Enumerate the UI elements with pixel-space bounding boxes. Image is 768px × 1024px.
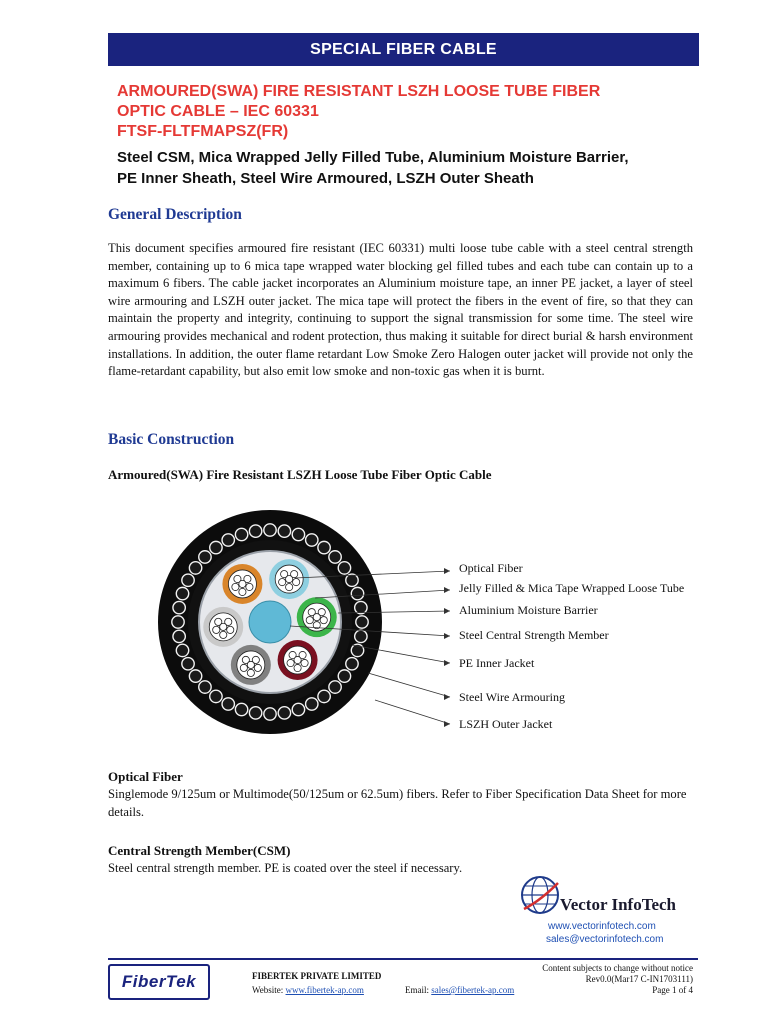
optical-fiber bbox=[294, 656, 301, 663]
optical-fiber bbox=[213, 626, 220, 633]
csm-text: Steel central strength member. PE is coated over the steel if necessary. bbox=[108, 861, 463, 875]
fibertek-logo-text: FiberTek bbox=[121, 972, 197, 991]
label-aluminium-barrier: Aluminium Moisture Barrier bbox=[459, 603, 598, 617]
title-line: OPTIC CABLE – IEC 60331 bbox=[117, 103, 319, 120]
general-description-text: This document specifies armoured fire resistant (IEC 60331) multi loose tube cable with a steel central strength member, containing up to 6 mica tape wrapped water blocking gel filled tubes and each tube can contain up to a maximum 6 fibers. The cable jacket incorporates an Aluminium moisture tape, an inner PE jacket, a layer of steel wire armouring and LSZH outer jacket. The mica tape will protect the fibers in the event of fire, so that they can maintain the property and integrity, continuing to support the signal transmission for some time. The steel wire armouring provides mechanical and rodent protection, thus making it suitable for direct burial & harsh environment installations. In addition, the outer flame retardant Low Smoke Zero Halogen outer jacket will provide not only the flame-retardant capability, but also emit low smoke and non-toxic gas when it is burnt. bbox=[108, 241, 693, 379]
armour-wire bbox=[356, 616, 368, 628]
arrowhead bbox=[444, 587, 450, 593]
optical-fiber bbox=[239, 588, 246, 595]
label-steel-wire-armouring: Steel Wire Armouring bbox=[459, 690, 565, 704]
armour-wire bbox=[222, 698, 234, 710]
csm-heading: Central Strength Member(CSM) bbox=[108, 843, 291, 858]
armour-wire bbox=[173, 601, 185, 613]
optical-fiber bbox=[227, 626, 234, 633]
arrow-lszh-outer-jacket bbox=[375, 700, 450, 724]
optical-fiber bbox=[306, 617, 313, 624]
subtitle-line: Steel CSM, Mica Wrapped Jelly Filled Tube, Aluminium Moisture Barrier, bbox=[117, 149, 629, 166]
steel-csm-shape bbox=[249, 601, 291, 643]
optical-fiber bbox=[287, 659, 294, 666]
label-loose-tube: Jelly Filled & Mica Tape Wrapped Loose Tube bbox=[459, 581, 685, 595]
optical-fiber bbox=[232, 583, 239, 590]
armour-wire bbox=[222, 534, 234, 546]
optical-fiber bbox=[254, 664, 261, 671]
arrow-heads bbox=[444, 568, 450, 727]
armour-wire bbox=[292, 528, 304, 540]
armour-wire bbox=[172, 616, 184, 628]
armour-wire bbox=[318, 541, 330, 553]
armour-wire bbox=[189, 562, 201, 574]
armour-wire bbox=[351, 587, 363, 599]
armour-wire bbox=[210, 541, 222, 553]
figure-title: Armoured(SWA) Fire Resistant LSZH Loose Tube Fiber Optic Cable bbox=[108, 467, 492, 482]
optical-fiber-heading: Optical Fiber bbox=[108, 769, 183, 784]
armour-wire bbox=[306, 534, 318, 546]
armour-wire bbox=[346, 658, 358, 670]
footer-website-label: Website: bbox=[252, 985, 286, 995]
optical-fiber bbox=[239, 580, 246, 587]
optical-fiber bbox=[286, 575, 293, 582]
optical-fiber bbox=[246, 583, 253, 590]
label-csm: Steel Central Strength Member bbox=[459, 628, 609, 642]
document-title bbox=[117, 82, 737, 142]
armour-wire bbox=[355, 601, 367, 613]
arrowhead bbox=[444, 694, 450, 700]
arrowhead bbox=[444, 660, 450, 666]
optical-fiber bbox=[301, 659, 308, 666]
title-line: ARMOURED(SWA) FIRE RESISTANT LSZH LOOSE TUBE FIBER bbox=[117, 83, 601, 100]
armour-wire bbox=[278, 525, 290, 537]
armour-wire bbox=[235, 528, 247, 540]
footer-website-link[interactable]: www.fibertek-ap.com bbox=[285, 985, 364, 995]
footer-page-number: Page 1 of 4 bbox=[652, 985, 693, 995]
label-pe-inner-jacket: PE Inner Jacket bbox=[459, 656, 535, 670]
basic-construction-heading: Basic Construction bbox=[108, 431, 235, 448]
optical-fiber bbox=[286, 583, 293, 590]
armour-wire bbox=[355, 630, 367, 642]
armour-wire bbox=[199, 681, 211, 693]
optical-fiber bbox=[247, 669, 254, 676]
arrow-steel-wire-armouring bbox=[368, 673, 450, 697]
armour-wire bbox=[182, 574, 194, 586]
armour-wire bbox=[210, 690, 222, 702]
armour-wire bbox=[338, 562, 350, 574]
footer-website bbox=[252, 985, 364, 995]
footer-email-link[interactable]: sales@fibertek-ap.com bbox=[431, 985, 515, 995]
armour-wire bbox=[249, 525, 261, 537]
armour-wire bbox=[173, 630, 185, 642]
footer-revision: Rev0.0(Mar17 C-IN1703111) bbox=[585, 974, 693, 984]
vendor-email[interactable]: sales@vectorinfotech.com bbox=[546, 934, 664, 945]
optical-fiber bbox=[220, 631, 227, 638]
armour-wire bbox=[176, 644, 188, 656]
optical-fiber-text: Singlemode 9/125um or Multimode(50/125um or 62.5um) fibers. Refer to Fiber Specification Data Sheet for more details. bbox=[108, 787, 687, 819]
cable-cross-section-diagram bbox=[0, 490, 768, 790]
armour-wire bbox=[292, 703, 304, 715]
arrowhead bbox=[444, 633, 450, 639]
product-code: FTSF-FLTFMAPSZ(FR) bbox=[117, 123, 289, 140]
document-subtitle bbox=[117, 147, 747, 189]
arrowhead bbox=[444, 608, 450, 614]
optical-fiber bbox=[240, 664, 247, 671]
optical-fiber bbox=[320, 617, 327, 624]
armour-wire bbox=[329, 551, 341, 563]
optical-fiber bbox=[294, 664, 301, 671]
footer-notice: Content subjects to change without notice bbox=[542, 963, 693, 973]
armour-wire bbox=[306, 698, 318, 710]
footer-email bbox=[405, 985, 514, 995]
armour-wire bbox=[235, 703, 247, 715]
label-optical-fiber: Optical Fiber bbox=[459, 561, 523, 575]
optical-fiber bbox=[279, 578, 286, 585]
vendor-name: Vector InfoTech bbox=[560, 895, 677, 914]
vendor-website[interactable]: www.vectorinfotech.com bbox=[548, 921, 656, 932]
armour-wire bbox=[182, 658, 194, 670]
general-description-heading: General Description bbox=[108, 206, 242, 223]
arrowhead bbox=[444, 568, 450, 574]
footer-company-name: FIBERTEK PRIVATE LIMITED bbox=[252, 971, 382, 981]
armour-wire bbox=[318, 690, 330, 702]
footer-divider bbox=[108, 958, 698, 960]
label-lszh-outer-jacket: LSZH Outer Jacket bbox=[459, 717, 553, 731]
document-banner: SPECIAL FIBER CABLE bbox=[108, 33, 699, 66]
optical-fiber bbox=[220, 623, 227, 630]
subtitle-line: PE Inner Sheath, Steel Wire Armoured, LSZH Outer Sheath bbox=[117, 170, 534, 187]
armour-wire bbox=[176, 587, 188, 599]
armour-wire bbox=[199, 551, 211, 563]
armour-wire bbox=[264, 708, 276, 720]
footer-meta bbox=[500, 963, 693, 996]
armour-wire bbox=[329, 681, 341, 693]
fibertek-logo bbox=[108, 964, 210, 1000]
armour-wire bbox=[189, 670, 201, 682]
armour-wire bbox=[338, 670, 350, 682]
optical-fiber bbox=[313, 614, 320, 621]
optical-fiber bbox=[293, 578, 300, 585]
armour-wire bbox=[249, 707, 261, 719]
armour-wire bbox=[264, 524, 276, 536]
optical-fiber bbox=[247, 661, 254, 668]
footer-email-label: Email: bbox=[405, 985, 432, 995]
armour-wire bbox=[278, 707, 290, 719]
arrowhead bbox=[444, 721, 450, 727]
vector-infotech-globe-icon bbox=[520, 873, 560, 917]
